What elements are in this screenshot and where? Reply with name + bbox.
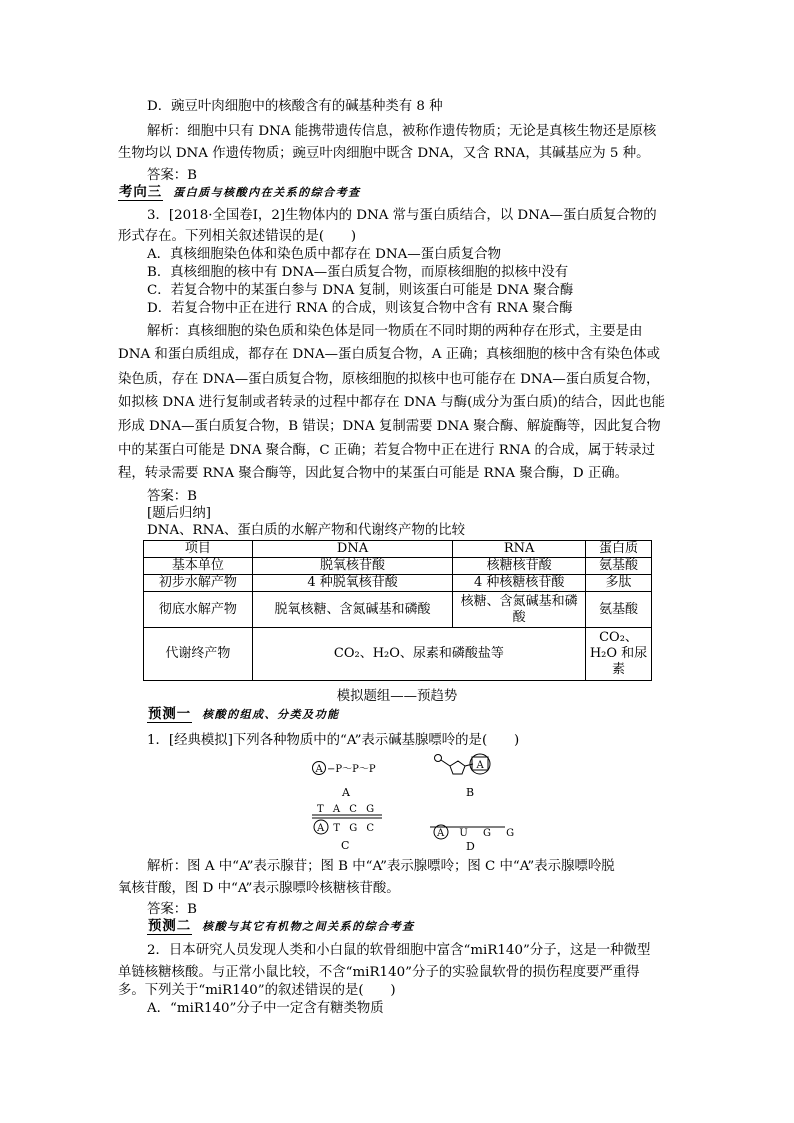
table-cell: 代谢终产物 [144, 628, 253, 681]
table-title: DNA、RNA、蛋白质的水解产物和代谢终产物的比较 [147, 523, 466, 538]
table-cell: 4 种核糖核苷酸 [453, 575, 586, 592]
phosphate-icon [435, 755, 442, 762]
table-header-cell: DNA [252, 541, 453, 558]
answer: 答案：B [147, 902, 198, 917]
table-cell: 彻底水解产物 [144, 592, 253, 628]
question-3-line: 形式存在。下列相关叙述错误的是( ) [118, 229, 357, 244]
figure-d-label: D [466, 840, 475, 853]
strand-bottom: A T G C [317, 823, 378, 834]
section-header-yc2 [147, 918, 415, 936]
option-d: D．若复合物中正在进行 RNA 的合成，则该复合物中含有 RNA 聚合酶 [147, 301, 573, 316]
question-2-line: 多。下列关于“miR140”的叙述错误的是( ) [118, 983, 396, 998]
answer: 答案：B [147, 168, 198, 183]
table-cell: 初步水解产物 [144, 575, 253, 592]
base-b-letter: A [476, 760, 484, 771]
explanation-line: 染色质，存在 DNA—蛋白质复合物，原核细胞的拟核中也可能存在 DNA—蛋白质复合物， [118, 372, 660, 387]
subsection-heading: 模拟题组——预趋势 [336, 689, 458, 704]
table-header-cell: 项目 [144, 541, 253, 558]
option-c: C．若复合物中的某蛋白参与 DNA 复制，则该蛋白可能是 DNA 聚合酶 [147, 283, 574, 298]
section-title: 蛋白质与核酸内在关系的综合考查 [173, 186, 361, 199]
question-1: 1．[经典模拟]下列各种物质中的“A”表示碱基腺嘌呤的是( ) [147, 733, 520, 748]
figure-c-label: C [341, 839, 350, 852]
table-header-row [144, 541, 652, 558]
table-row [144, 575, 652, 592]
strand-top: T A C G [317, 804, 378, 815]
section-title: 核酸的组成、分类及功能 [202, 708, 340, 721]
question-2-line: 2．日本研究人员发现人类和小白鼠的软骨细胞中富含“miR140”分子，这是一种微型 [147, 943, 651, 958]
table-cell: 核糖核苷酸 [453, 558, 586, 575]
pentose-ring-icon [450, 761, 465, 774]
section-tag: 预测一 [148, 706, 192, 722]
explanation-line: 程，转录需要 RNA 聚合酶等，因此复合物中的某蛋白可能是 RNA 聚合酶，D 正确。 [118, 466, 629, 481]
circle-a-letter: A [315, 764, 323, 775]
section-header-yc1 [147, 706, 340, 724]
nucleotide-figures [300, 752, 530, 857]
option-b: B．真核细胞的核中有 DNA—蛋白质复合物，而原核细胞的拟核中没有 [147, 265, 569, 280]
section-header-kx3 [118, 184, 361, 202]
table-cell: 脱氧核苷酸 [252, 558, 453, 575]
option-a: A．真核细胞染色体和染色质中都存在 DNA—蛋白质复合物 [147, 247, 502, 262]
explanation-line: 形成 DNA—蛋白质复合物，B 错误；DNA 复制需要 DNA 聚合酶、解旋酶等，因此复合物 [118, 419, 661, 434]
answer: 答案：B [147, 489, 198, 504]
figure-b-label: B [466, 786, 475, 799]
table-cell: 基本单位 [144, 558, 253, 575]
table-cell: 核糖、含氮碱基和磷酸 [453, 592, 586, 628]
table-cell: CO₂、H₂O、尿素和磷酸盐等 [252, 628, 585, 681]
table-cell: 氨基酸 [586, 558, 652, 575]
comparison-table [143, 540, 652, 681]
explanation-line: 中的某蛋白可能是 DNA 聚合酶，C 正确；若复合物中正在进行 RNA 的合成，属于转录过 [118, 443, 656, 458]
explanation-line: DNA 和蛋白质组成，都存在 DNA—蛋白质复合物，A 正确；真核细胞的核中含有染色体或 [118, 347, 660, 362]
table-cell: 氨基酸 [586, 592, 652, 628]
table-row [144, 592, 652, 628]
explanation-line: 解析：细胞中只有 DNA 能携带遗传信息，被称作遗传物质；无论是真核生物还是原核 [147, 124, 657, 139]
formula-a: −P～P～P [327, 764, 376, 775]
table-cell: CO₂、H₂O 和尿素 [586, 628, 652, 681]
figure-a-label: A [342, 786, 350, 799]
explanation-line: 生物均以 DNA 作遗传物质；豌豆叶肉细胞中既含 DNA，又含 RNA，其碱基应为 5 种。 [118, 146, 650, 161]
explanation-line: 如拟核 DNA 进行复制或者转录的过程中都存在 DNA 与酶(成分为蛋白质)的结合，因此也能 [118, 395, 665, 410]
section-tag: 考向三 [119, 184, 163, 200]
table-row [144, 628, 652, 681]
question-3-line: 3．[2018·全国卷Ⅰ，2]生物体内的 DNA 常与蛋白质结合，以 DNA—蛋白质复合物的 [147, 208, 657, 223]
option-a: A．“miR140”分子中一定含有糖类物质 [147, 1001, 384, 1016]
explanation-line: 氧核苷酸，图 D 中“A”表示腺嘌呤核糖核苷酸。 [118, 881, 400, 896]
option-d: D．豌豆叶肉细胞中的核酸含有的碱基种类有 8 种 [147, 99, 443, 114]
explanation-line: 解析：图 A 中“A”表示腺苷；图 B 中“A”表示腺嘌呤；图 C 中“A”表示腺嘌呤脱 [147, 859, 615, 874]
explanation-line: 解析：真核细胞的染色质和染色体是同一物质在不同时期的两种存在形式，主要是由 [147, 324, 643, 339]
strand-rna: A U G G [437, 828, 521, 839]
table-header-cell: RNA [453, 541, 586, 558]
section-title: 核酸与其它有机物之间关系的综合考查 [202, 920, 415, 933]
table-cell: 多肽 [586, 575, 652, 592]
section-tag: 预测二 [148, 918, 192, 934]
question-2-line: 单链核糖核酸。与正常小鼠比较，不含“miR140”分子的实验鼠软骨的损伤程度要严重得 [118, 965, 640, 980]
table-row [144, 558, 652, 575]
table-header-cell: 蛋白质 [586, 541, 652, 558]
table-cell: 脱氧核糖、含氮碱基和磷酸 [252, 592, 453, 628]
table-cell: 4 种脱氧核苷酸 [252, 575, 453, 592]
summary-tag: [题后归纳] [147, 506, 212, 521]
